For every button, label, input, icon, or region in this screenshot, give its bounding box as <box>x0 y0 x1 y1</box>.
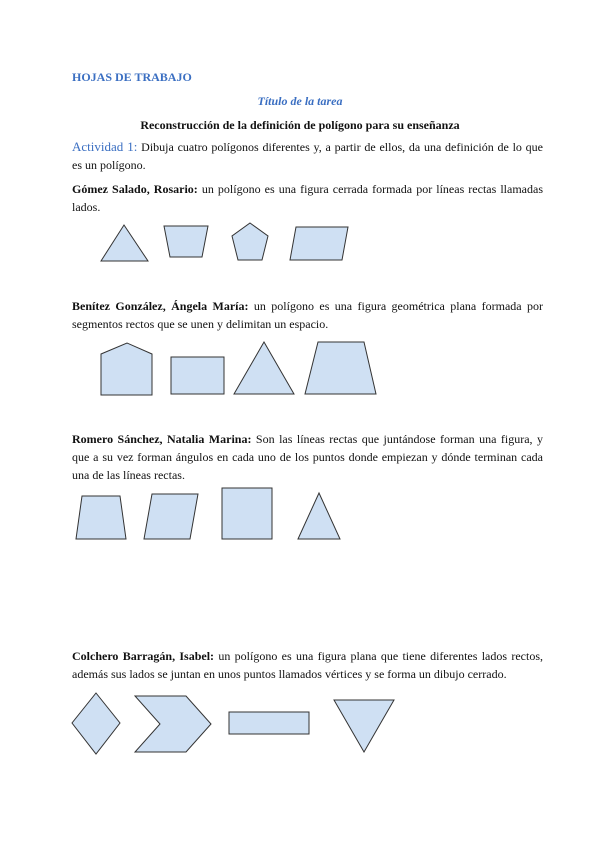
entry-paragraph <box>72 430 543 484</box>
entry-paragraph <box>72 647 543 683</box>
task-title: Título de la tarea <box>257 94 343 108</box>
subtitle: Reconstrucción de la definición de polígono para su enseñanza <box>140 118 460 132</box>
activity-label: Actividad 1: <box>72 139 138 154</box>
entry-text: un polígono es una figura geométrica plana formada por segmentos rectos que se unen y delimitan un espacio. <box>72 299 544 331</box>
entry-author: Benítez González, Ángela María: <box>72 299 249 313</box>
entry-paragraph <box>72 297 543 333</box>
rectangle-shape <box>229 712 309 734</box>
inverted-triangle-shape <box>334 700 394 752</box>
entry-text: un polígono es una figura plana que tiene diferentes lados rectos, además sus lados se juntan en unos puntos llamados vértices y se forma un dibujo cerrado. <box>72 649 544 681</box>
activity-paragraph <box>72 138 543 174</box>
entry-author: Romero Sánchez, Natalia Marina: <box>72 432 252 446</box>
entry-paragraph <box>72 180 543 216</box>
trapezoid-shape <box>305 342 376 394</box>
rectangle-shape <box>171 357 224 394</box>
house-pentagon-shape <box>101 343 152 395</box>
parallelogram-shape <box>144 494 198 539</box>
triangle-shape <box>101 225 148 261</box>
triangle-shape <box>234 342 294 394</box>
activity-text: Dibuja cuatro polígonos diferentes y, a partir de ellos, da una definición de lo que es un polígono. <box>72 140 543 172</box>
trapezoid-shape <box>164 226 208 257</box>
entry-text: Son las líneas rectas que juntándose forman una figura, y que a su vez forman ángulos en cada uno de los puntos donde empiezan y dónde terminan cada una de las líneas rectas. <box>72 432 543 482</box>
entry-text: un polígono es una figura cerrada formada por líneas rectas llamadas lados. <box>72 182 543 214</box>
section-heading: HOJAS DE TRABAJO <box>72 70 192 84</box>
square-shape <box>222 488 272 539</box>
pentagon-shape <box>232 223 268 260</box>
triangle-shape <box>298 493 340 539</box>
rhombus-shape <box>72 693 120 754</box>
entry-author: Colchero Barragán, Isabel: <box>72 649 215 663</box>
parallelogram-shape <box>290 227 348 260</box>
entry-author: Gómez Salado, Rosario: <box>72 182 198 196</box>
trapezoid-shape <box>76 496 126 539</box>
chevron-shape <box>135 696 211 752</box>
